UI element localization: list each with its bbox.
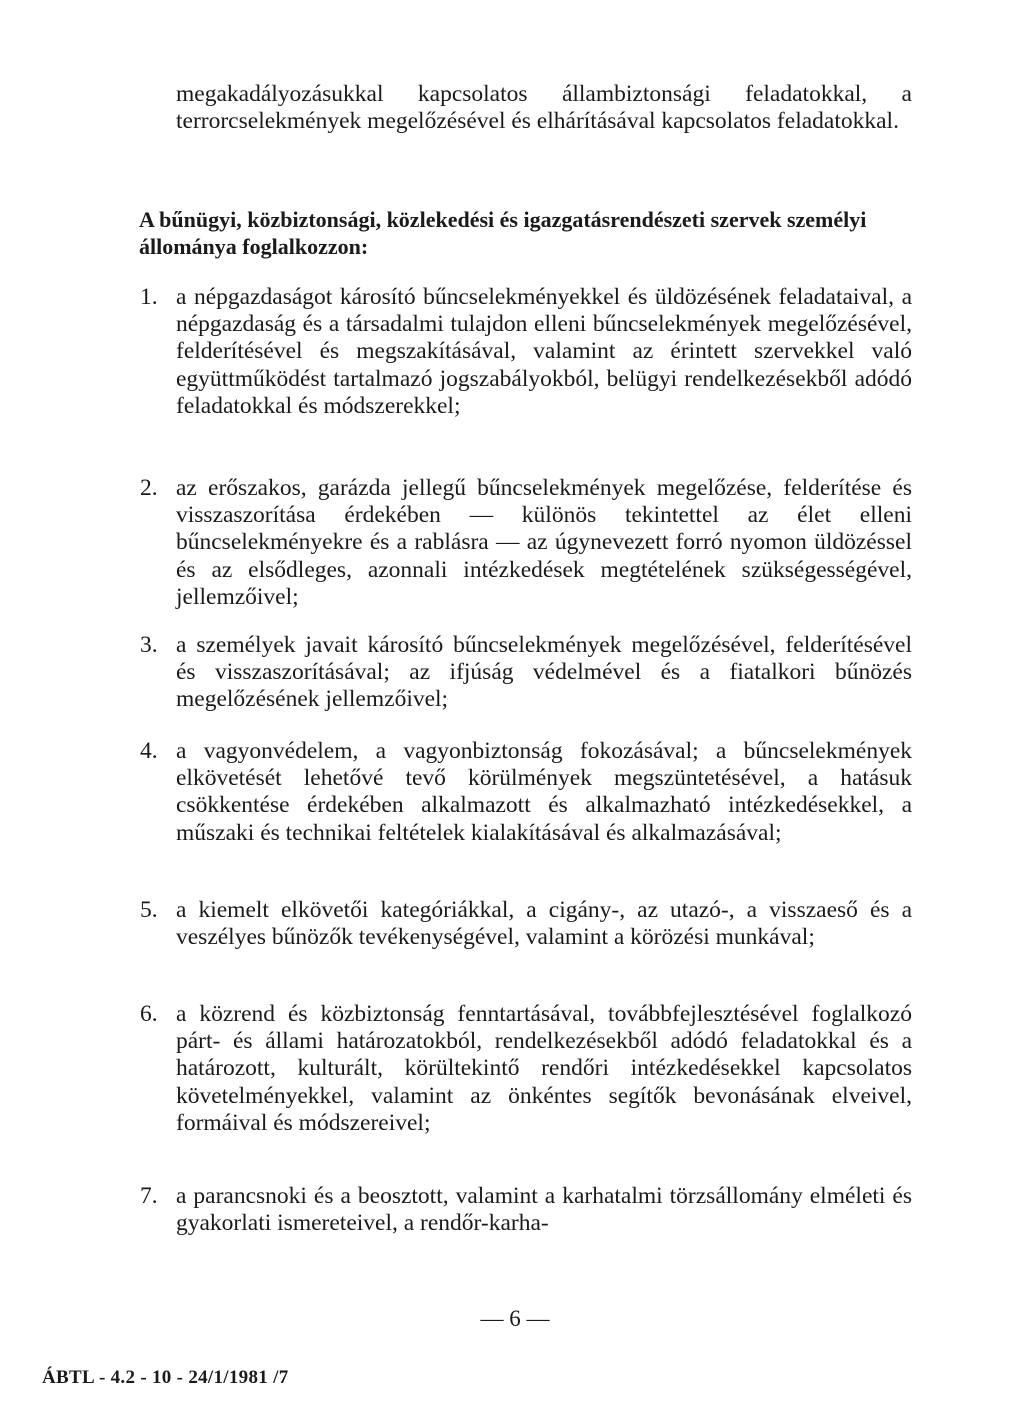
intro-paragraph: megakadályozásukkal kapcsolatos állambiztonsági feladatokkal, a terrorcselekmények megelőzésével és elhárításával kapcsolatos feladatokkal.: [176, 81, 912, 135]
list-item-number: 1.: [140, 284, 158, 310]
list-item-text: a közrend és közbiztonság fenntartásával, továbbfejlesztésével foglalkozó párt- és állami határozatokból, rendelkezésekből adódó feladatokkal és a határozott, kulturált, körültekintő rendőri intézkedésekkel kapcsolatos követelményekkel, valamint az önkéntes segítők bevonásának elveivel, formáival és módszereivel;: [176, 1001, 912, 1136]
list-item-number: 2.: [140, 475, 158, 501]
archive-reference: ÁBTL - 4.2 - 10 - 24/1/1981 /7: [42, 1367, 289, 1388]
list-item-number: 6.: [140, 1001, 158, 1027]
list-item-text: a vagyonvédelem, a vagyonbiztonság fokozásával; a bűncselekmények elkövetését lehetővé tevő körülmények megszüntetésével, a hatásuk csökkentése érdekében alkalmazott és alkalmazható intézkedésekkel, a műszaki és technikai feltételek kialakításával és alkalmazásával;: [176, 738, 912, 846]
list-item-number: 5.: [140, 897, 158, 923]
list-item-text: a kiemelt elkövetői kategóriákkal, a cigány-, az utazó-, a visszaeső és a veszélyes bűnözők tevékenységével, valamint a körözési munkával;: [176, 897, 912, 951]
list-item-text: a parancsnoki és a beosztott, valamint a karhatalmi törzsállomány elméleti és gyakorlati ismereteivel, a rendőr-karha-: [176, 1183, 912, 1237]
list-item-text: a népgazdaságot károsító bűncselekményekkel és üldözésének feladataival, a népgazdaság és a társadalmi tulajdon elleni bűncselekmények megelőzésével, felderítésével és megszakításával, valamint az érintett szervekkel való együttműködést tartalmazó jogszabályokból, belügyi rendelkezésekből adódó feladatokkal és módszerekkel;: [176, 284, 912, 419]
list-item-number: 4.: [140, 738, 158, 764]
list-item-text: a személyek javait károsító bűncselekmények megelőzésével, felderítésével és visszaszorításával; az ifjúság védelmével és a fiatalkori bűnözés megelőzésének jellemzőivel;: [176, 632, 912, 713]
section-heading: A bűnügyi, közbiztonsági, közlekedési és igazgatásrendészeti szervek személyi állománya foglalkozzon:: [139, 207, 867, 259]
list-item-text: az erőszakos, garázda jellegű bűncselekmények megelőzése, felderítése és visszaszorítása érdekében — különös tekintettel az élet elleni bűncselekményekre és a rablásra — az úgynevezett forró nyomon üldözéssel és az elsődleges, azonnali intézkedések megtételének szükségességével, jellemzőivel;: [176, 475, 912, 610]
list-item-number: 7.: [140, 1183, 158, 1209]
page-number: — 6 —: [480, 1306, 550, 1331]
list-item-number: 3.: [140, 632, 158, 658]
